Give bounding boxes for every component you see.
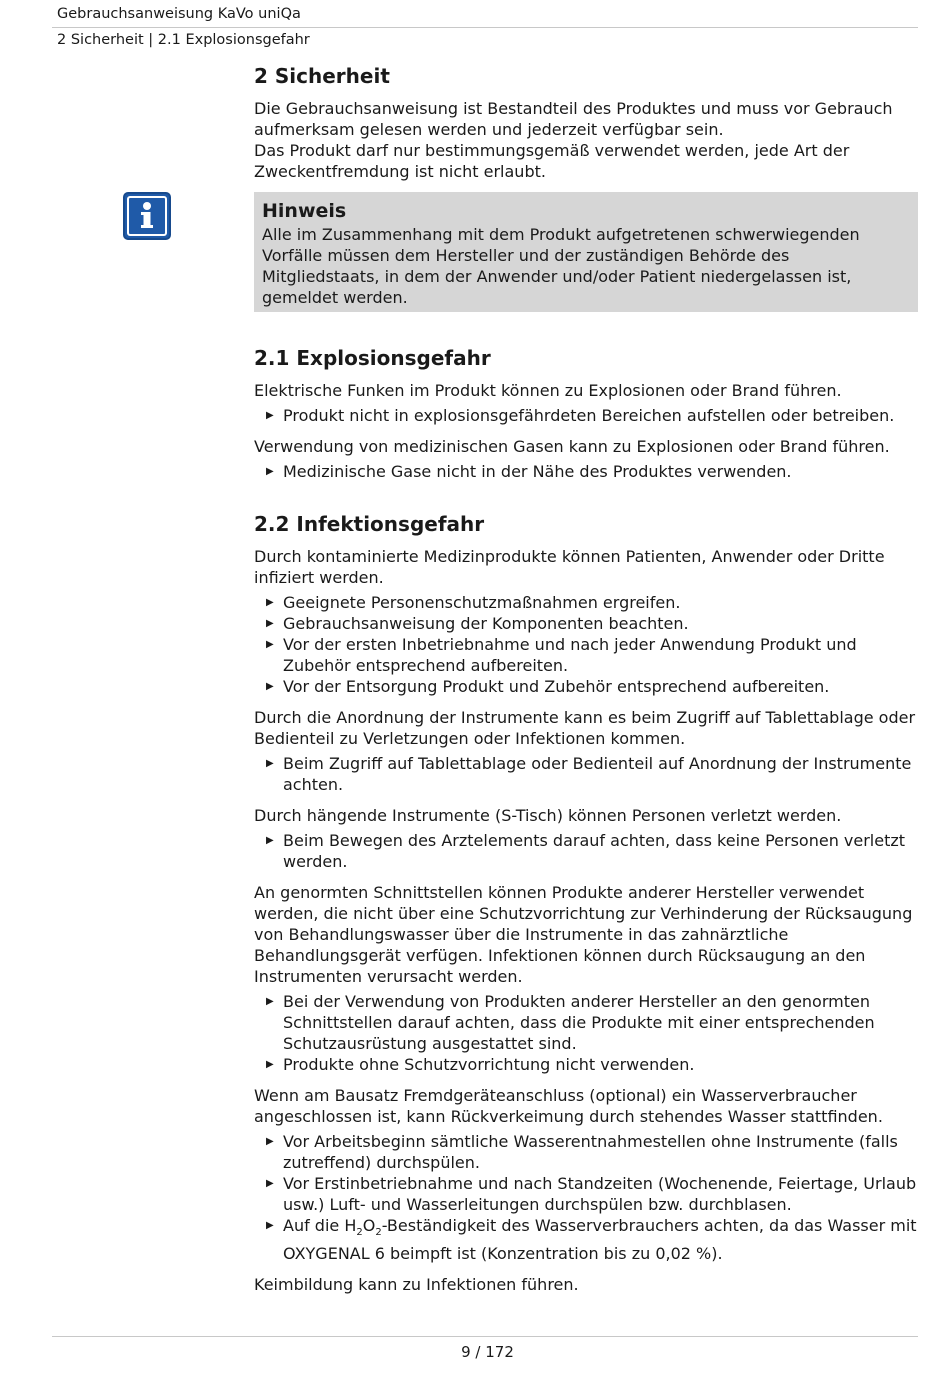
list-item-text: Vor der ersten Inbetriebnahme und nach jeder Anwendung Produkt und Zubehör entsprechend aufbereiten.	[283, 635, 857, 675]
list-item-text: Produkt nicht in explosionsgefährdeten Bereichen aufstellen oder betreiben.	[283, 406, 895, 425]
paragraph: Keimbildung kann zu Infektionen führen.	[254, 1275, 579, 1295]
info-icon	[123, 192, 171, 240]
bullet-list	[254, 405, 918, 426]
bullet-list	[254, 753, 918, 795]
subscript: 2	[375, 1227, 382, 1239]
list-item	[254, 676, 918, 697]
list-item-text: Vor Erstinbetriebnahme und nach Standzeiten (Wochenende, Feiertage, Urlaub usw.) Luft- und Wasserleitungen durchspülen bzw. durchblasen.	[283, 1174, 917, 1214]
page-content	[254, 62, 918, 1305]
list-item-text: Beim Bewegen des Arztelements darauf achten, dass keine Personen verletzt werden.	[283, 831, 906, 871]
bullet-list	[254, 461, 918, 482]
bullet-icon: ▶	[266, 758, 274, 769]
list-item-text: Gebrauchsanweisung der Komponenten beachten.	[283, 614, 689, 633]
list-item	[254, 1173, 918, 1215]
header-divider	[52, 27, 918, 28]
list-item	[254, 1131, 918, 1173]
list-item-text: Vor der Entsorgung Produkt und Zubehör entsprechend aufbereiten.	[283, 677, 830, 696]
bullet-list	[254, 1131, 918, 1264]
bullet-icon: ▶	[266, 835, 274, 846]
section-heading: 2.2 Infektionsgefahr	[254, 512, 485, 536]
list-item-text: Geeignete Personenschutzmaßnahmen ergreifen.	[283, 593, 681, 612]
bullet-icon: ▶	[266, 410, 274, 421]
list-item-text: Produkte ohne Schutzvorrichtung nicht verwenden.	[283, 1055, 695, 1074]
list-item	[254, 405, 918, 426]
list-item	[254, 461, 918, 482]
paragraph: Durch die Anordnung der Instrumente kann es beim Zugriff auf Tablettablage oder Bedienteil zu Verletzungen oder Infektionen kommen.	[254, 708, 916, 748]
section-heading: 2.1 Explosionsgefahr	[254, 346, 491, 370]
bullet-icon: ▶	[266, 1178, 274, 1189]
bullet-icon: ▶	[266, 681, 274, 692]
list-item-text	[283, 1216, 917, 1263]
bullet-icon: ▶	[266, 1136, 274, 1147]
bullet-list	[254, 830, 918, 872]
document-title: Gebrauchsanweisung KaVo uniQa	[57, 6, 301, 22]
list-item-text: Medizinische Gase nicht in der Nähe des Produktes verwenden.	[283, 462, 792, 481]
paragraph: Elektrische Funken im Produkt können zu Explosionen oder Brand führen.	[254, 381, 842, 400]
paragraph: Wenn am Bausatz Fremdgeräteanschluss (optional) ein Wasserverbraucher angeschlossen ist, kann Rückverkeimung durch stehendes Wasser stattfinden.	[254, 1086, 883, 1126]
paragraph: Das Produkt darf nur bestimmungsgemäß verwendet werden, jede Art der Zweckentfremdung ist nicht erlaubt.	[254, 141, 850, 181]
breadcrumb: 2 Sicherheit | 2.1 Explosionsgefahr	[57, 32, 310, 48]
list-item	[254, 830, 918, 872]
list-item	[254, 1054, 918, 1075]
list-item	[254, 613, 918, 634]
bullet-icon: ▶	[266, 618, 274, 629]
note-text: Alle im Zusammenhang mit dem Produkt aufgetretenen schwerwiegenden Vorfälle müssen dem Hersteller und der zuständigen Behörde des Mitgliedstaats, in dem der Anwender und/oder Patient niedergelassen ist, gemeldet werden.	[262, 225, 860, 307]
h2o2-text-part: Auf die H	[283, 1216, 357, 1235]
bullet-icon: ▶	[266, 996, 274, 1007]
bullet-icon: ▶	[266, 639, 274, 650]
paragraph: Durch hängende Instrumente (S-Tisch) können Personen verletzt werden.	[254, 806, 842, 825]
note-title: Hinweis	[262, 200, 347, 222]
list-item	[254, 753, 918, 795]
subscript: 2	[356, 1227, 363, 1239]
paragraph: An genormten Schnittstellen können Produkte anderer Hersteller verwendet werden, die nicht über eine Schutzvorrichtung zur Verhinderung der Rücksaugung von Behandlungswasser über die Instrumente in das zahnärztliche Behandlungsgerät verfügen. Infektionen können durch Rücksaugung an den Instrumenten verursacht werden.	[254, 883, 913, 986]
bullet-list	[254, 991, 918, 1075]
bullet-icon: ▶	[266, 1220, 274, 1231]
note-box	[254, 192, 918, 312]
paragraph: Verwendung von medizinischen Gasen kann zu Explosionen oder Brand führen.	[254, 437, 890, 456]
h2o2-text-part: -Beständigkeit des Wasserverbrauchers achten, da das Wasser mit OXYGENAL 6 beimpft ist (Konzentration bis zu 0,02 %).	[283, 1216, 917, 1264]
list-item-text: Vor Arbeitsbeginn sämtliche Wasserentnahmestellen ohne Instrumente (falls zutreffend) durchspülen.	[283, 1132, 898, 1172]
bullet-list	[254, 592, 918, 697]
paragraph: Die Gebrauchsanweisung ist Bestandteil des Produktes und muss vor Gebrauch aufmerksam gelesen werden und jederzeit verfügbar sein.	[254, 99, 893, 139]
h2o2-text-part: O	[362, 1216, 376, 1235]
list-item-text: Bei der Verwendung von Produkten anderer Hersteller an den genormten Schnittstellen darauf achten, dass die Produkte mit einer entsprechenden Schutzausrüstung ausgestattet sind.	[283, 992, 875, 1053]
page-number: 9 / 172	[461, 1343, 514, 1361]
list-item	[254, 991, 918, 1054]
bullet-icon: ▶	[266, 466, 274, 477]
paragraph: Durch kontaminierte Medizinprodukte können Patienten, Anwender oder Dritte infiziert werden.	[254, 547, 885, 587]
list-item	[254, 634, 918, 676]
list-item-text: Beim Zugriff auf Tablettablage oder Bedienteil auf Anordnung der Instrumente achten.	[283, 754, 912, 794]
bullet-icon: ▶	[266, 597, 274, 608]
footer-divider	[52, 1336, 918, 1337]
list-item	[254, 1215, 918, 1264]
list-item	[254, 592, 918, 613]
bullet-icon: ▶	[266, 1059, 274, 1070]
section-heading: 2 Sicherheit	[254, 64, 390, 88]
